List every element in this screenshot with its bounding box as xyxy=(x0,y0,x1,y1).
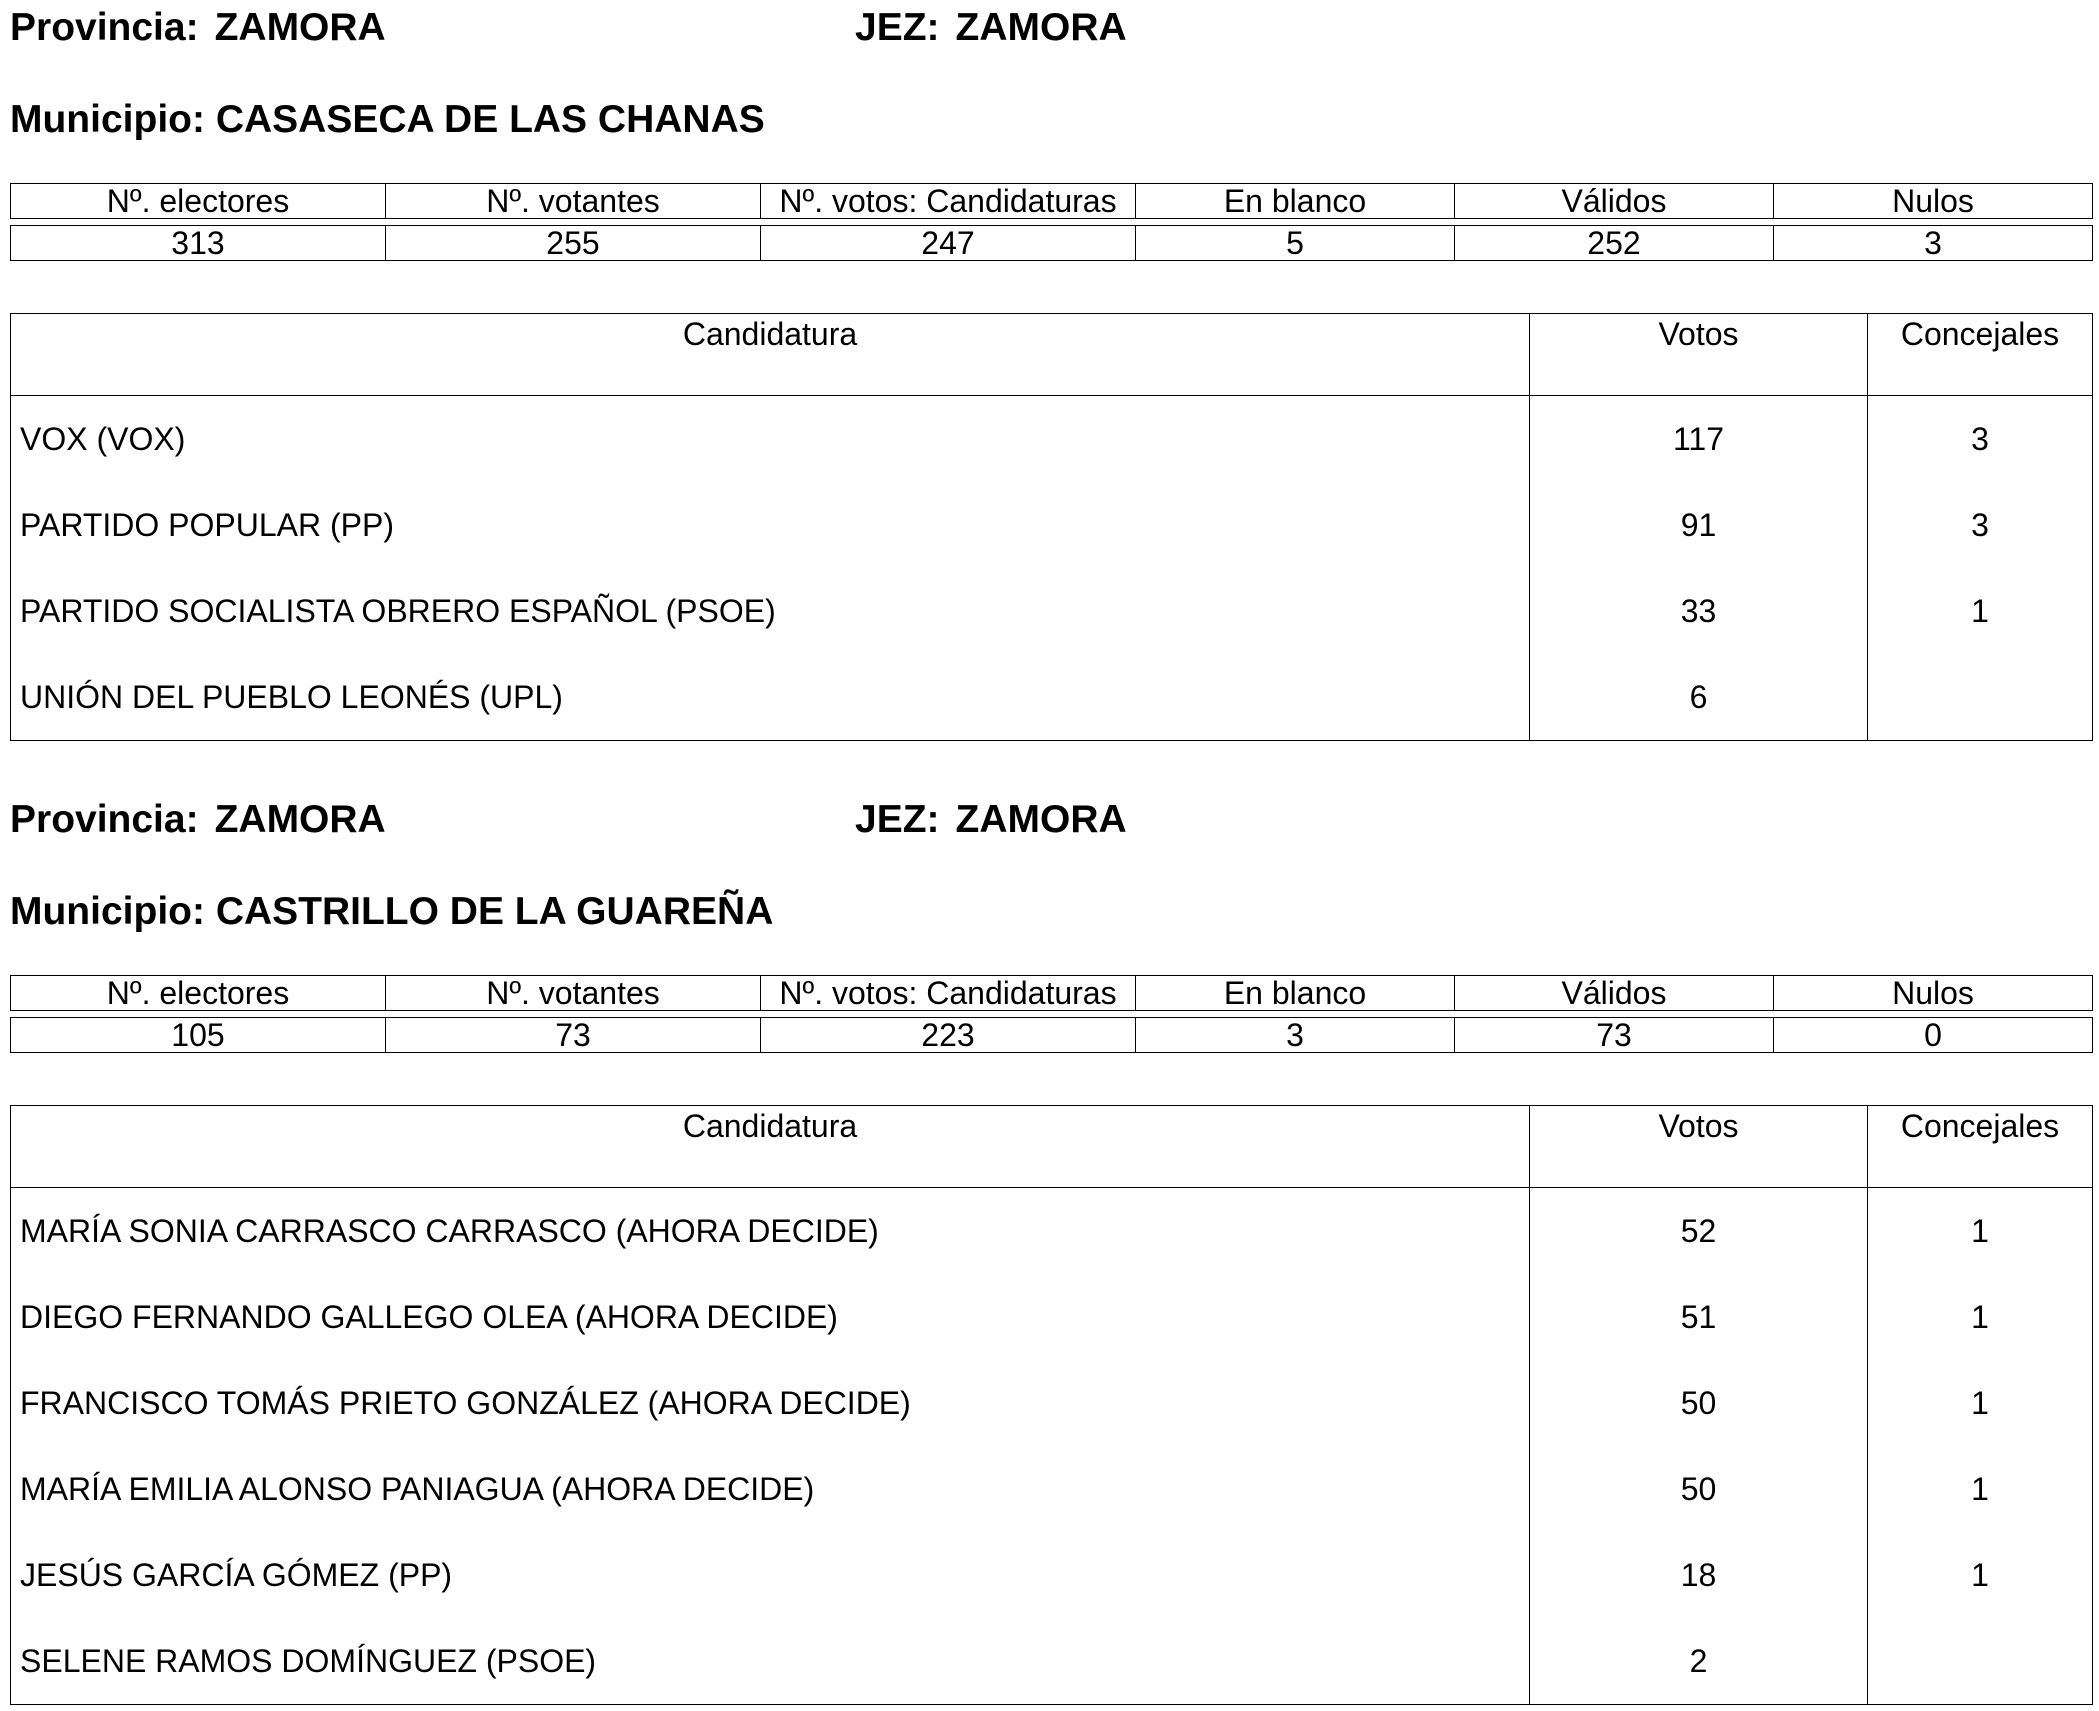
stats-value-electores: 313 xyxy=(11,226,386,261)
stats-header-votantes: Nº. votantes xyxy=(386,976,761,1011)
candidate-votos: 50 xyxy=(1530,1446,1868,1532)
candidate-concejales xyxy=(1868,654,2093,741)
stats-header-electores: Nº. electores xyxy=(11,184,386,219)
provincia-value: ZAMORA xyxy=(214,798,386,841)
stats-header-nulos: Nulos xyxy=(1774,184,2093,219)
provincia-line xyxy=(10,8,386,47)
stats-header-votos-candidaturas: Nº. votos: Candidaturas xyxy=(761,976,1136,1011)
candidate-name: SELENE RAMOS DOMÍNGUEZ (PSOE) xyxy=(20,1642,597,1679)
header-candidatura: Candidatura xyxy=(11,1106,1530,1188)
table-row xyxy=(11,1360,2093,1446)
stats-value-validos: 252 xyxy=(1455,226,1774,261)
jez-label: JEZ: xyxy=(855,6,940,49)
municipio-line xyxy=(10,100,765,139)
candidate-name: DIEGO FERNANDO GALLEGO OLEA (AHORA DECIDE) xyxy=(20,1298,838,1335)
candidates-header-row xyxy=(11,1106,2093,1188)
stats-value-votos-candidaturas: 247 xyxy=(761,226,1136,261)
stats-value-row xyxy=(11,226,2093,261)
candidate-concejales xyxy=(1868,1618,2093,1705)
candidate-name: PARTIDO POPULAR (PP) xyxy=(20,506,394,543)
jez-value: ZAMORA xyxy=(955,6,1127,49)
candidate-concejales: 1 xyxy=(1868,1446,2093,1532)
candidate-name: JESÚS GARCÍA GÓMEZ (PP) xyxy=(20,1556,453,1593)
stats-header-votos-candidaturas: Nº. votos: Candidaturas xyxy=(761,184,1136,219)
table-row xyxy=(11,1188,2093,1275)
stats-table xyxy=(10,975,2093,1053)
candidate-votos: 2 xyxy=(1530,1618,1868,1705)
candidates-table xyxy=(10,1105,2093,1705)
stats-value-validos: 73 xyxy=(1455,1018,1774,1053)
stats-header-en-blanco: En blanco xyxy=(1136,184,1455,219)
candidate-name: MARÍA EMILIA ALONSO PANIAGUA (AHORA DECIDE) xyxy=(20,1470,815,1507)
stats-header-votantes: Nº. votantes xyxy=(386,184,761,219)
stats-value-votantes: 255 xyxy=(386,226,761,261)
table-row xyxy=(11,1532,2093,1618)
jez-line xyxy=(855,8,1127,47)
provincia-line xyxy=(10,800,386,839)
municipio-value: CASASECA DE LAS CHANAS xyxy=(215,98,765,141)
candidate-concejales: 3 xyxy=(1868,482,2093,568)
stats-header-en-blanco: En blanco xyxy=(1136,976,1455,1011)
stats-value-nulos: 3 xyxy=(1774,226,2093,261)
stats-table xyxy=(10,183,2093,261)
candidate-votos: 33 xyxy=(1530,568,1868,654)
stats-header-electores: Nº. electores xyxy=(11,976,386,1011)
table-row xyxy=(11,1618,2093,1705)
header-concejales: Concejales xyxy=(1868,1106,2093,1188)
stats-header-row xyxy=(11,184,2093,219)
provincia-value: ZAMORA xyxy=(214,6,386,49)
table-row xyxy=(11,654,2093,741)
candidate-concejales: 1 xyxy=(1868,1532,2093,1618)
candidate-concejales: 1 xyxy=(1868,1360,2093,1446)
stats-value-votantes: 73 xyxy=(386,1018,761,1053)
candidate-concejales: 1 xyxy=(1868,568,2093,654)
candidate-votos: 91 xyxy=(1530,482,1868,568)
header-votos: Votos xyxy=(1530,314,1868,396)
candidate-votos: 18 xyxy=(1530,1532,1868,1618)
provincia-label: Provincia: xyxy=(10,6,199,49)
candidates-table xyxy=(10,313,2093,741)
stats-value-en-blanco: 5 xyxy=(1136,226,1455,261)
candidate-votos: 117 xyxy=(1530,396,1868,483)
table-row xyxy=(11,482,2093,568)
provincia-label: Provincia: xyxy=(10,798,199,841)
candidate-votos: 50 xyxy=(1530,1360,1868,1446)
municipio-label: Municipio: xyxy=(10,890,205,933)
candidate-name: UNIÓN DEL PUEBLO LEONÉS (UPL) xyxy=(20,678,563,715)
candidate-votos: 52 xyxy=(1530,1188,1868,1275)
candidate-name: MARÍA SONIA CARRASCO CARRASCO (AHORA DECIDE) xyxy=(20,1212,879,1249)
candidates-header-row xyxy=(11,314,2093,396)
stats-header-row xyxy=(11,976,2093,1011)
candidate-concejales: 1 xyxy=(1868,1188,2093,1275)
header-concejales: Concejales xyxy=(1868,314,2093,396)
stats-header-validos: Válidos xyxy=(1455,184,1774,219)
stats-header-nulos: Nulos xyxy=(1774,976,2093,1011)
candidate-name: PARTIDO SOCIALISTA OBRERO ESPAÑOL (PSOE) xyxy=(20,592,776,629)
municipio-value: CASTRILLO DE LA GUAREÑA xyxy=(215,890,774,933)
jez-line xyxy=(855,800,1127,839)
header-votos: Votos xyxy=(1530,1106,1868,1188)
table-row xyxy=(11,568,2093,654)
candidate-votos: 6 xyxy=(1530,654,1868,741)
stats-value-nulos: 0 xyxy=(1774,1018,2093,1053)
municipio-line xyxy=(10,892,773,931)
table-row xyxy=(11,396,2093,483)
stats-value-electores: 105 xyxy=(11,1018,386,1053)
table-row xyxy=(11,1274,2093,1360)
table-row xyxy=(11,1446,2093,1532)
candidate-name: FRANCISCO TOMÁS PRIETO GONZÁLEZ (AHORA DECIDE) xyxy=(20,1384,911,1421)
candidate-name: VOX (VOX) xyxy=(20,420,186,457)
jez-value: ZAMORA xyxy=(955,798,1127,841)
stats-header-validos: Válidos xyxy=(1455,976,1774,1011)
candidate-concejales: 3 xyxy=(1868,396,2093,483)
stats-value-votos-candidaturas: 223 xyxy=(761,1018,1136,1053)
stats-value-en-blanco: 3 xyxy=(1136,1018,1455,1053)
jez-label: JEZ: xyxy=(855,798,940,841)
candidate-votos: 51 xyxy=(1530,1274,1868,1360)
stats-value-row xyxy=(11,1018,2093,1053)
municipio-label: Municipio: xyxy=(10,98,205,141)
candidate-concejales: 1 xyxy=(1868,1274,2093,1360)
header-candidatura: Candidatura xyxy=(11,314,1530,396)
